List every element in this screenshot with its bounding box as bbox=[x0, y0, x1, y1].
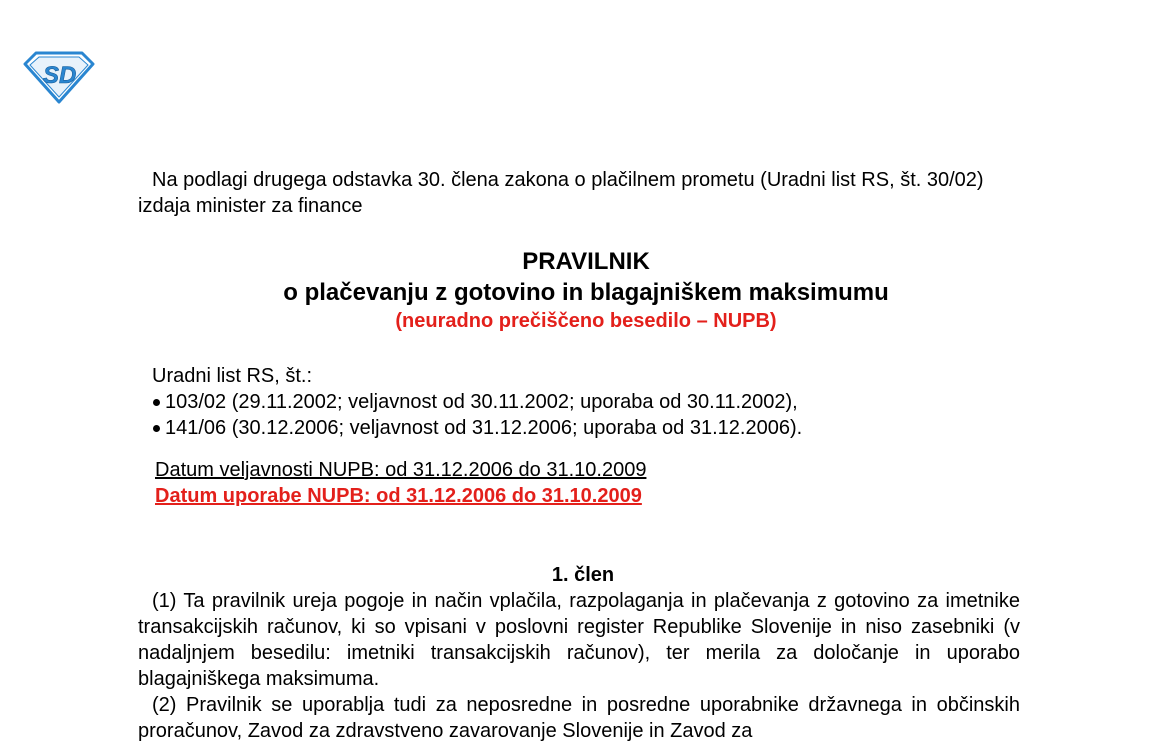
gazette-item-text: 141/06 (30.12.2006; veljavnost od 31.12.2006; uporaba od 31.12.2006). bbox=[165, 417, 803, 439]
regulation-title: PRAVILNIK bbox=[522, 248, 650, 275]
nupb-dates bbox=[155, 457, 1015, 509]
logo-text: SD bbox=[43, 62, 77, 89]
gazette-item bbox=[152, 415, 1012, 441]
gazette-list bbox=[152, 389, 1012, 441]
article-heading: 1. člen bbox=[551, 564, 615, 586]
intro-text: Na podlagi drugega odstavka 30. člena zakona o plačilnem prometu (Uradni list RS, št. 30/02) izdaja minister za finance bbox=[138, 169, 984, 217]
use-date: Datum uporabe NUPB: od 31.12.2006 do 31.10.2009 bbox=[155, 485, 642, 507]
bullet-icon bbox=[153, 425, 160, 432]
validity-date: Datum veljavnosti NUPB: od 31.12.2006 do 31.10.2009 bbox=[155, 459, 647, 481]
article-1 bbox=[138, 562, 1020, 744]
regulation-subtitle: o plačevanju z gotovino in blagajniškem maksimumu bbox=[283, 279, 889, 306]
nupb-note: (neuradno prečiščeno besedilo – NUPB) bbox=[395, 310, 777, 332]
regulation-heading bbox=[138, 246, 1034, 334]
gazette-references bbox=[152, 363, 1012, 441]
shield-logo-icon bbox=[22, 50, 96, 104]
article-paragraph: (2) Pravilnik se uporablja tudi za neposredne in posredne uporabnike državnega in občinskih proračunov, Zavod za zdravstveno zavarovanje Slovenije in Zavod za bbox=[138, 694, 1020, 742]
bullet-icon bbox=[153, 399, 160, 406]
gazette-item bbox=[152, 389, 1012, 415]
gazette-item-text: 103/02 (29.11.2002; veljavnost od 30.11.2002; uporaba od 30.11.2002), bbox=[165, 391, 798, 413]
gazette-label: Uradni list RS, št.: bbox=[152, 365, 313, 387]
article-paragraph: (1) Ta pravilnik ureja pogoje in način vplačila, razpolaganja in plačevanja z gotovino za imetnike transakcijskih računov, ki so vpisani v poslovni register Republike Slovenije in niso zasebniki (v nadaljnjem besedilu: imetniki transakcijskih računov), ter merila za določanje in uporabo blagajniškega maksimuma. bbox=[138, 590, 1020, 690]
